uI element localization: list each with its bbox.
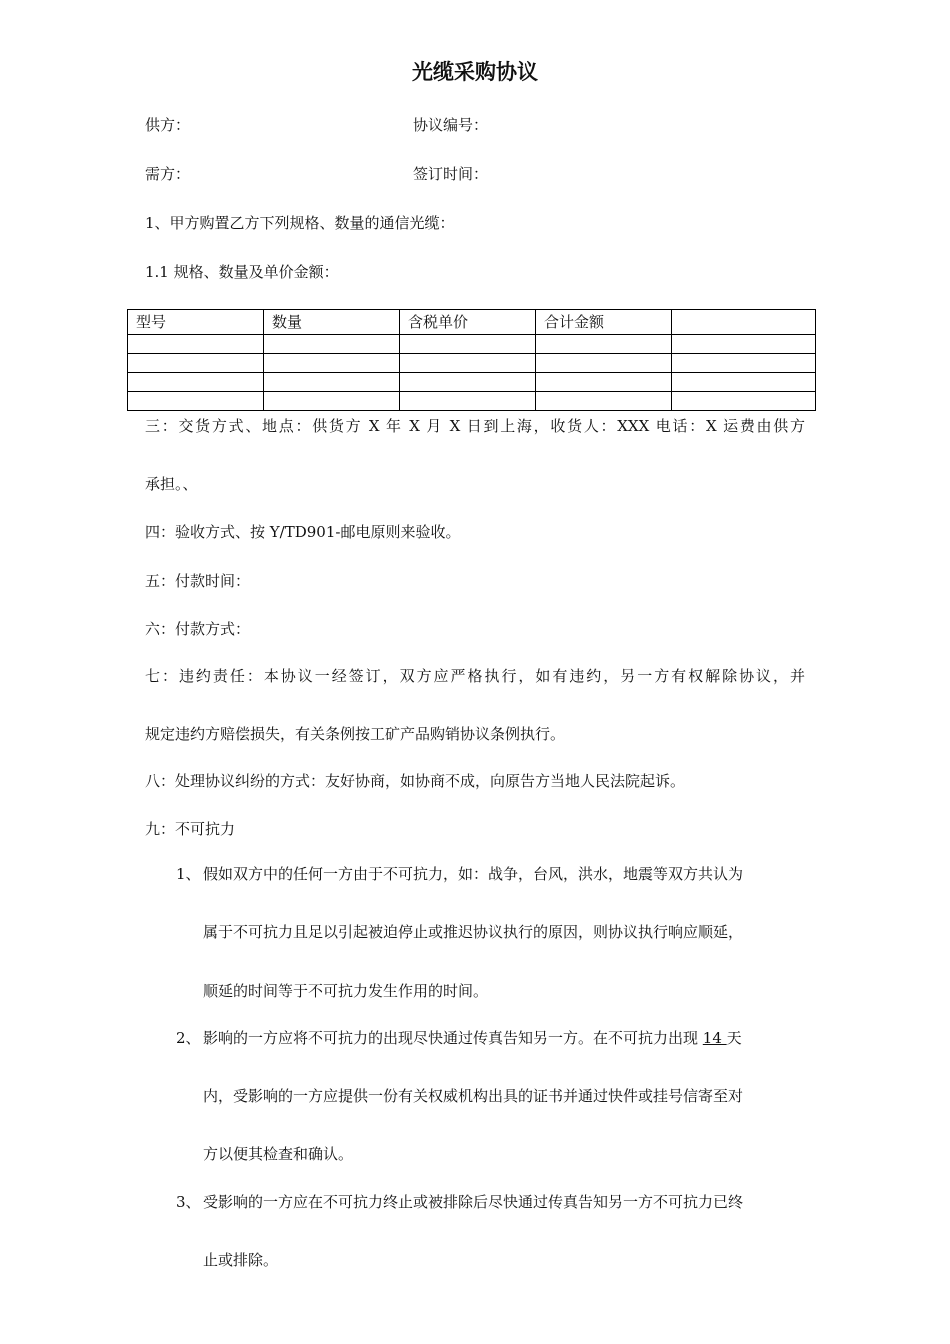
table-cell <box>128 392 264 411</box>
fm-item-1-line-1: 假如双方中的任何一方由于不可抗力，如：战争，台风，洪水，地震等双方共认为 <box>203 865 744 883</box>
header-model: 型号 <box>128 310 264 335</box>
spec-table <box>127 309 816 411</box>
document-title: 光缆采购协议 <box>412 60 538 84</box>
table-cell <box>400 392 536 411</box>
table-cell <box>400 354 536 373</box>
table-cell <box>400 335 536 354</box>
header-blank <box>672 310 816 335</box>
header-quantity: 数量 <box>264 310 400 335</box>
table-cell <box>536 354 672 373</box>
buyer-label: 需方： <box>145 165 191 183</box>
clause-8: 八：处理协议纠纷的方式：友好协商，如协商不成，向原告方当地人民法院起诉。 <box>145 772 686 790</box>
table-cell <box>400 373 536 392</box>
fm-item-2-line-1-text: 影响的一方应将不可抗力的出现尽快通过传真告知另一方。在不可抗力出现 <box>203 1029 703 1047</box>
supplier-label: 供方： <box>145 116 191 134</box>
clause-3-line-1: 三：交货方式、地点：供货方 X 年 X 月 X 日到上海，收货人：XXX 电话：X 运费由供方 <box>145 417 805 435</box>
table-cell <box>536 335 672 354</box>
clause-4: 四：验收方式、按 Y/TD901-邮电原则来验收。 <box>145 523 461 541</box>
fm-item-2-line-3: 方以便其检查和确认。 <box>203 1145 354 1163</box>
clause-7-line-1: 七：违约责任：本协议一经签订，双方应严格执行，如有违约，另一方有权解除协议，并 <box>145 667 805 685</box>
fm-item-1-number: 1、 <box>176 865 201 883</box>
table-cell <box>672 373 816 392</box>
clause-3-line-2: 承担。、 <box>145 475 198 493</box>
table-row <box>128 392 816 411</box>
clause-1-1: 1.1 规格、数量及单价金额： <box>145 263 339 281</box>
fm-item-3-number: 3、 <box>176 1193 201 1211</box>
table-row <box>128 335 816 354</box>
fm-item-1-line-2: 属于不可抗力且足以引起被迫停止或推迟协议执行的原因，则协议执行响应顺延， <box>203 923 744 941</box>
fm-item-2-days: 14 <box>702 1029 727 1047</box>
table-row <box>128 354 816 373</box>
clause-1: 1、甲方购置乙方下列规格、数量的通信光缆： <box>145 214 455 232</box>
fm-item-2-line-1 <box>203 1027 742 1048</box>
clause-5: 五：付款时间： <box>145 572 251 590</box>
table-cell <box>128 335 264 354</box>
table-cell <box>672 335 816 354</box>
table-cell <box>264 335 400 354</box>
table-cell <box>264 392 400 411</box>
fm-item-2-line-1-suffix: 天 <box>726 1029 742 1047</box>
header-total-amount: 合计金额 <box>536 310 672 335</box>
table-row <box>128 373 816 392</box>
fm-item-3-line-1: 受影响的一方应在不可抗力终止或被排除后尽快通过传真告知另一方不可抗力已终 <box>203 1193 744 1211</box>
fm-item-2-line-2: 内，受影响的一方应提供一份有关权威机构出具的证书并通过快件或挂号信寄至对 <box>203 1087 744 1105</box>
table-cell <box>672 354 816 373</box>
table-cell <box>536 392 672 411</box>
sign-date-label: 签订时间： <box>413 165 489 183</box>
table-cell <box>264 354 400 373</box>
table-cell <box>536 373 672 392</box>
clause-7-line-2: 规定违约方赔偿损失，有关条例按工矿产品购销协议条例执行。 <box>145 725 566 743</box>
table-header-row <box>128 310 816 335</box>
clause-9: 九：不可抗力 <box>145 820 236 838</box>
table-cell <box>264 373 400 392</box>
agreement-number-label: 协议编号： <box>413 116 489 134</box>
table-cell <box>672 392 816 411</box>
clause-6: 六：付款方式： <box>145 620 251 638</box>
table-cell <box>128 354 264 373</box>
fm-item-2-number: 2、 <box>176 1029 201 1047</box>
table-cell <box>128 373 264 392</box>
header-unit-price: 含税单价 <box>400 310 536 335</box>
fm-item-3-line-2: 止或排除。 <box>203 1251 279 1269</box>
fm-item-1-line-3: 顺延的时间等于不可抗力发生作用的时间。 <box>203 982 489 1000</box>
